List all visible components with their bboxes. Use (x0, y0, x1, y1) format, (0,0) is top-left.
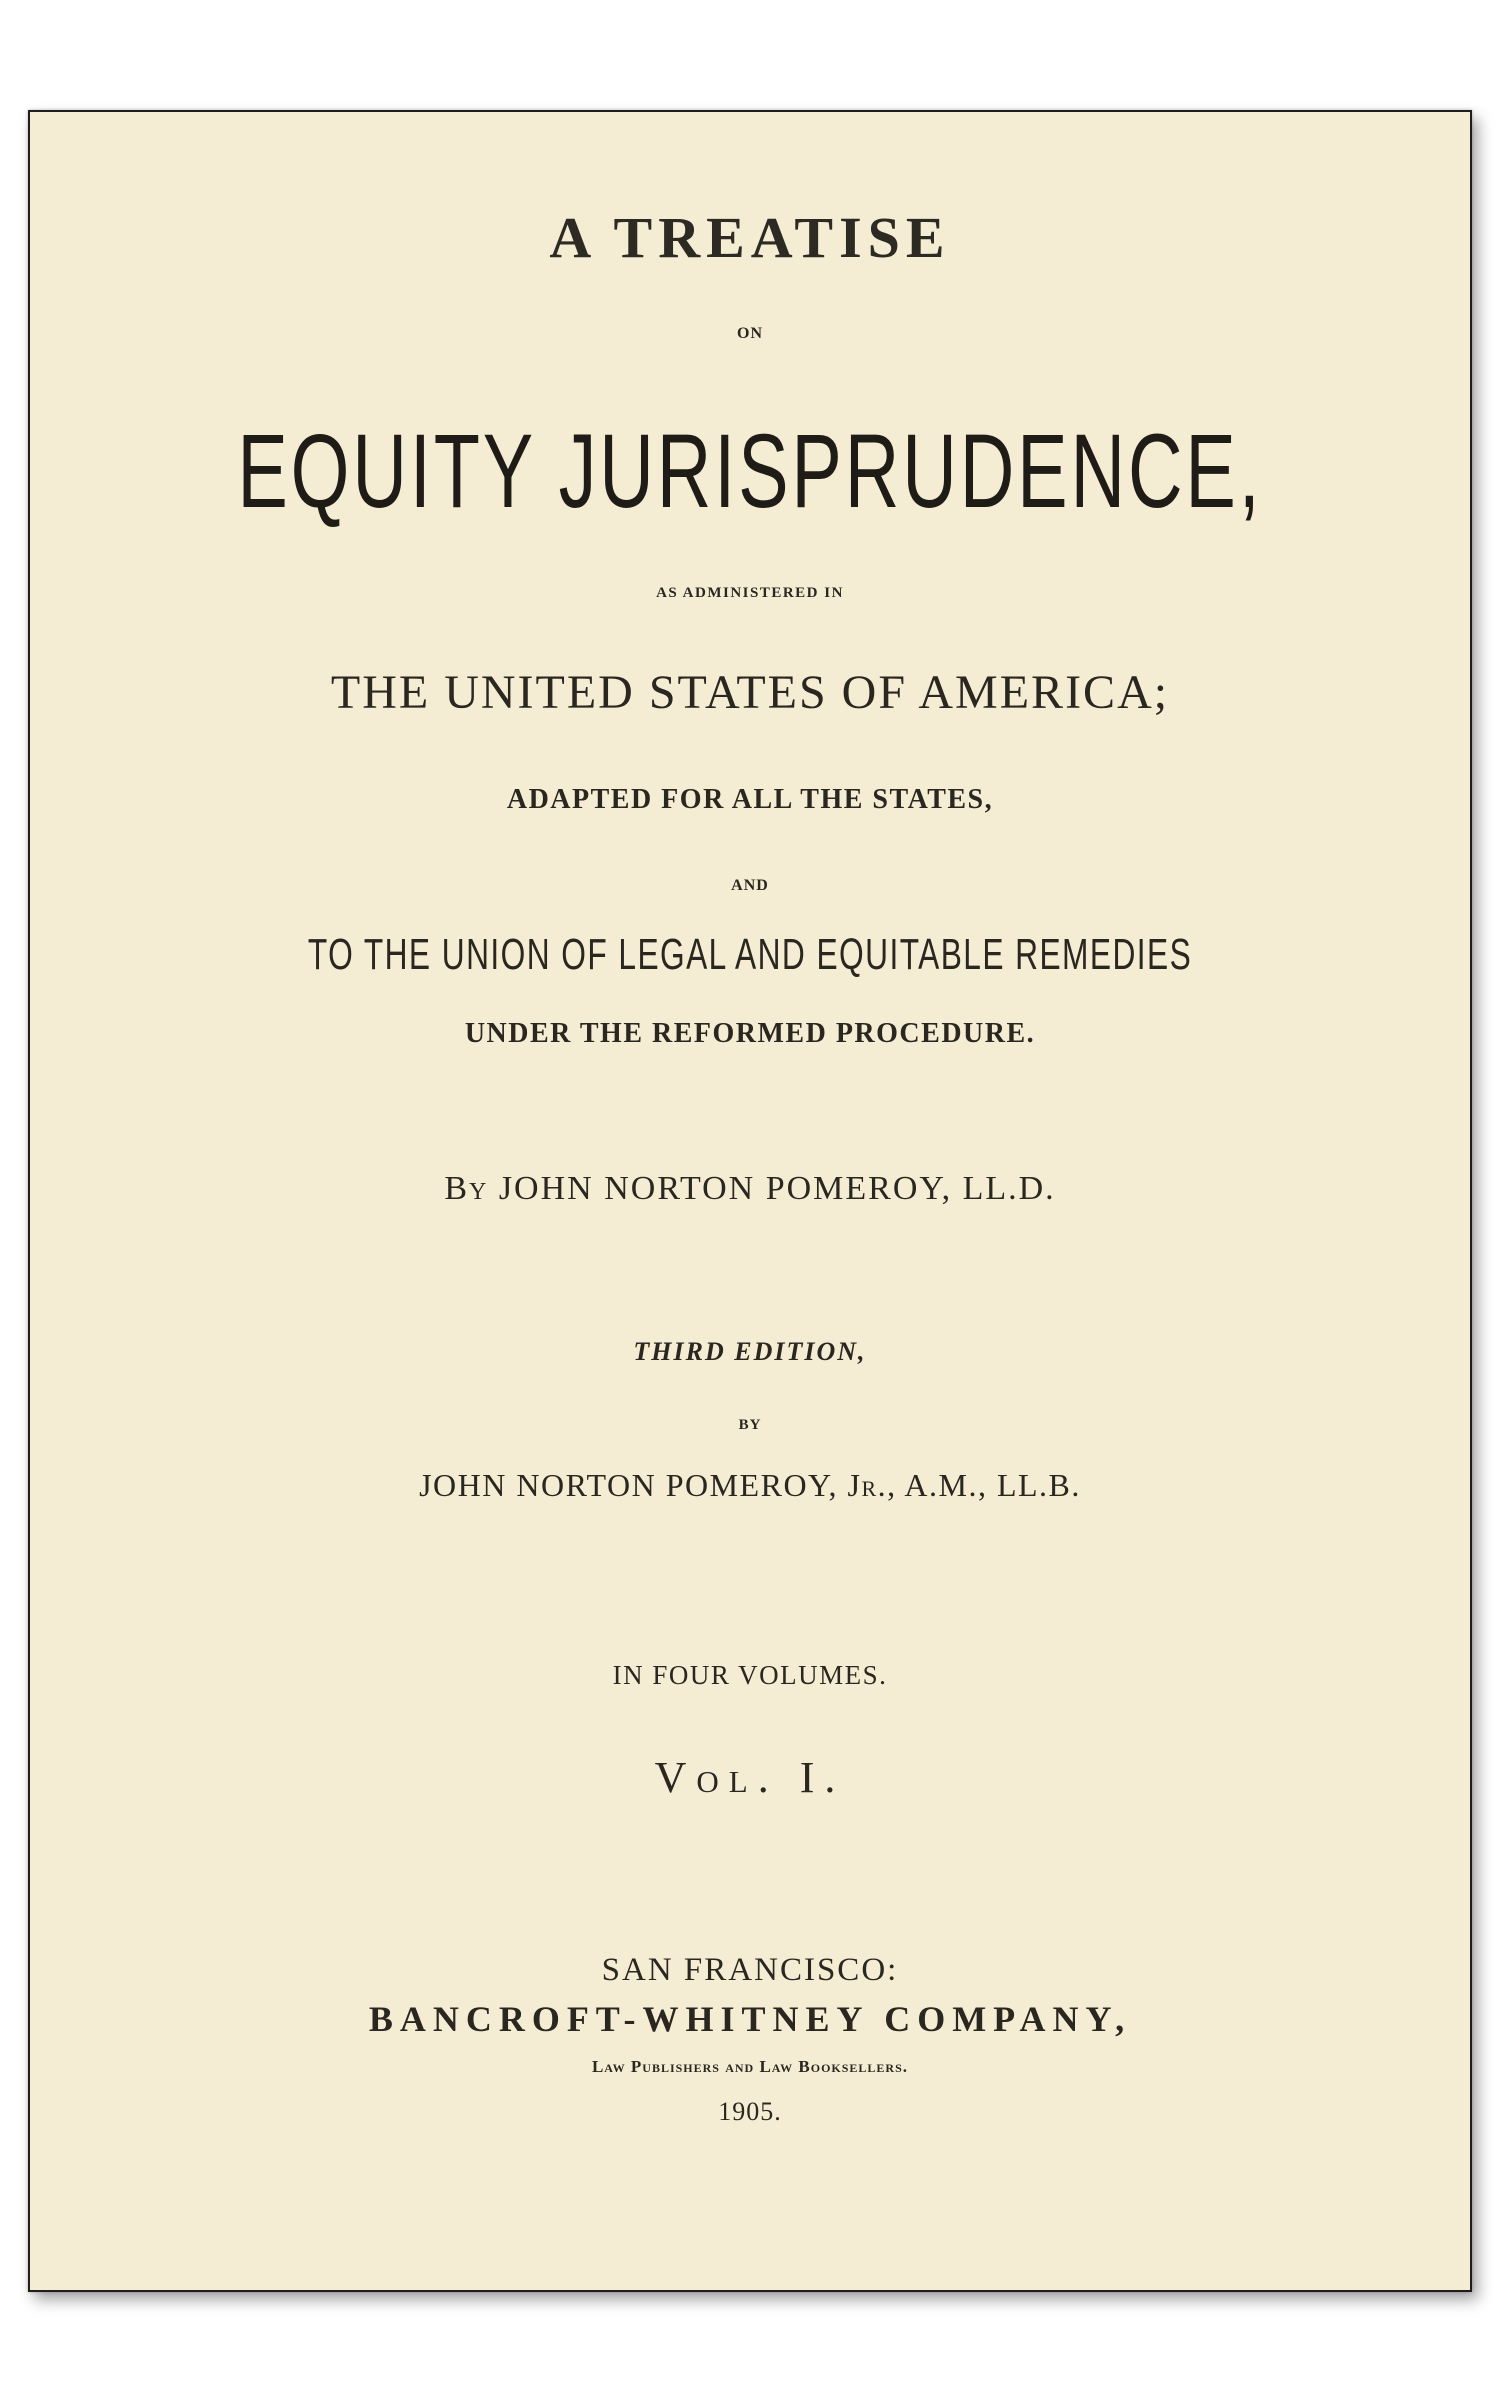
volume-number: Vol. I. (654, 1753, 846, 1802)
title-page (28, 110, 1472, 2292)
usa-line: THE UNITED STATES OF AMERICA; (330, 666, 1170, 719)
procedure-line: UNDER THE REFORMED PROCEDURE. (464, 1018, 1036, 1049)
administered-label: AS ADMINISTERED IN (656, 585, 844, 601)
publisher-description: Law Publishers and Law Booksellers. (591, 2057, 909, 2076)
place-line: SAN FRANCISCO: (601, 1952, 899, 1988)
volumes-line: IN FOUR VOLUMES. (612, 1660, 888, 1690)
on-label: ON (737, 325, 763, 342)
union-line: TO THE UNION OF LEGAL AND EQUITABLE REMEDIES (307, 930, 1193, 979)
editor-line: JOHN NORTON POMEROY, Jr., A.M., LL.B. (419, 1467, 1081, 1503)
and-label: AND (731, 877, 769, 894)
author-line: By JOHN NORTON POMEROY, LL.D. (444, 1170, 1056, 1207)
edition-line: THIRD EDITION, (633, 1337, 867, 1366)
publication-year: 1905. (718, 2097, 782, 2126)
adapted-line: ADAPTED FOR ALL THE STATES, (506, 784, 994, 815)
book-title: EQUITY JURISPRUDENCE, (237, 413, 1263, 530)
by-label: BY (738, 1417, 762, 1433)
publisher-line: BANCROFT-WHITNEY COMPANY, (368, 1999, 1132, 2039)
treatise-heading: A TREATISE (549, 205, 951, 270)
